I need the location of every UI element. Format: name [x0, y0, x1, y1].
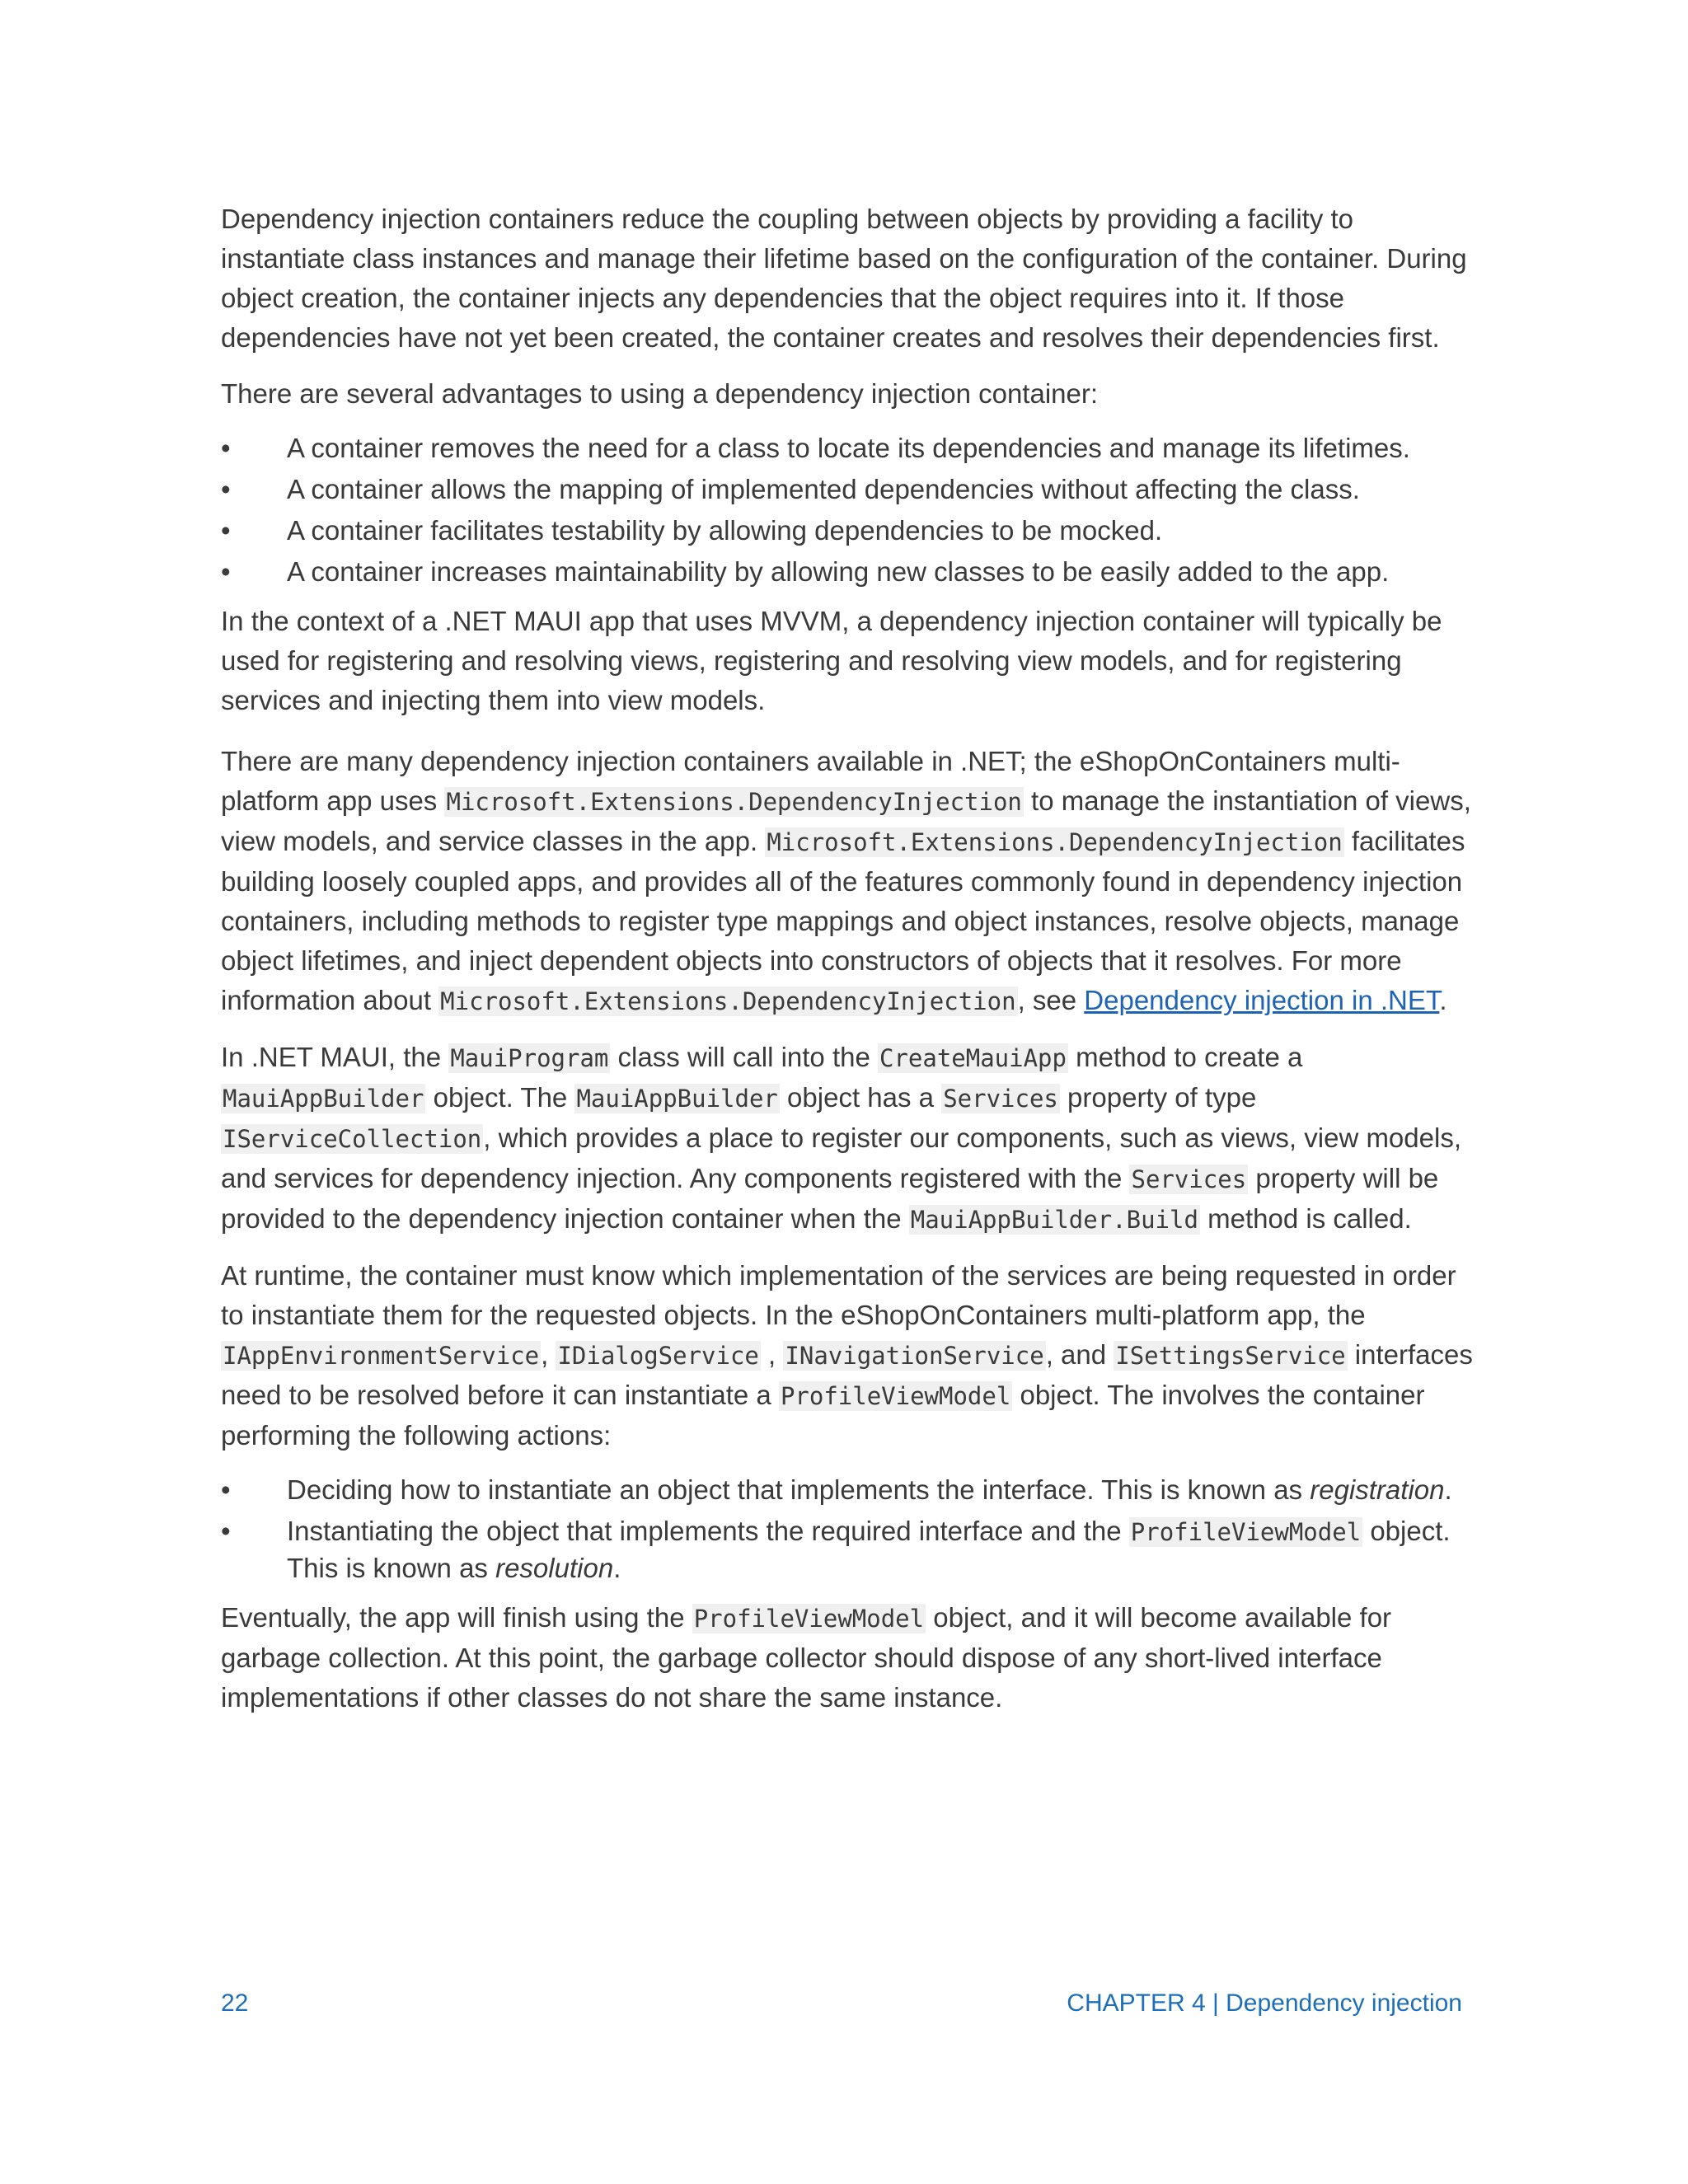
code-inline: INavigationService [785, 1342, 1044, 1370]
bullet-icon: • [221, 1516, 231, 1546]
list-item: • A container allows the mapping of implemented dependencies without affecting the class. [221, 471, 1474, 508]
paragraph-containers-available: There are many dependency injection containers available in .NET; the eShopOnContainers multi-platform app uses Microsoft.Extensions.DependencyInjection to manage the instantiation of views, view models, and service classes in the app. Microsoft.Extensions.DependencyInjection facilitates building loosely coupled apps, and provides all of the features commonly found in dependency injection containers, including methods to register type mappings and object instances, resolve objects, manage object lifetimes, and inject dependent objects into constructors of objects that it resolves. For more information about Microsoft.Extensions.DependencyInjection, see Dependency injection in .NET. [221, 746, 1471, 1015]
code-inline: IServiceCollection [223, 1125, 482, 1153]
bullet-icon: • [221, 474, 231, 504]
code-inline: ISettingsService [1115, 1342, 1346, 1370]
bullet-icon: • [221, 1474, 231, 1505]
list-item: • A container facilitates testability by allowing dependencies to be mocked. [221, 513, 1474, 549]
code-inline: MauiAppBuilder [576, 1085, 778, 1113]
paragraph-garbage-collection: Eventually, the app will finish using the ProfileViewModel object, and it will become available for garbage collection. At this point, the garbage collector should dispose of any short-lived interface implementations if other classes do not share the same instance. [221, 1602, 1392, 1713]
page-content [221, 199, 1474, 1734]
code-inline: Services [1131, 1165, 1247, 1193]
code-inline: CreateMauiApp [879, 1044, 1067, 1072]
paragraph-advantages-intro: There are several advantages to using a dependency injection container: [221, 378, 1099, 409]
paragraph-runtime: At runtime, the container must know which implementation of the services are being requested in order to instantiate them for the requested objects. In the eShopOnContainers multi-platform app, the IAppEnvironmentService, IDialogService , INavigationService, and ISettingsService interfaces need to be resolved before it can instantiate a ProfileViewModel object. The involves the container performing the following actions: [221, 1260, 1473, 1451]
code-inline: IAppEnvironmentService [223, 1342, 540, 1370]
code-inline: Services [943, 1085, 1058, 1113]
code-inline: Microsoft.Extensions.DependencyInjection [440, 987, 1016, 1015]
advantages-list [221, 430, 1474, 590]
code-inline: MauiAppBuilder.Build [910, 1206, 1198, 1234]
bullet-icon: • [221, 556, 231, 587]
code-inline: IDialogService [557, 1342, 759, 1370]
paragraph-intro: Dependency injection containers reduce the coupling between objects by providing a facility to instantiate class instances and manage their lifetime based on the configuration of the container. During object creation, the container injects any dependencies that the object requires into it. If those dependencies have not yet been created, the container creates and resolves their dependencies first. [221, 204, 1467, 353]
paragraph-mvvm-context: In the context of a .NET MAUI app that uses MVVM, a dependency injection container will typically be used for registering and resolving views, registering and resolving view models, and for registering services and injecting them into view models. [221, 606, 1442, 715]
list-item: • Instantiating the object that implements the required interface and the ProfileViewModel object. This is known as resolution. [221, 1513, 1474, 1586]
page-number: 22 [221, 1990, 249, 2017]
code-inline: Microsoft.Extensions.DependencyInjection [767, 828, 1343, 856]
code-inline: Microsoft.Extensions.DependencyInjection [446, 788, 1022, 816]
bullet-icon: • [221, 433, 231, 463]
code-inline: ProfileViewModel [780, 1382, 1011, 1410]
code-inline: MauiProgram [450, 1044, 609, 1072]
paragraph-maui-program: In .NET MAUI, the MauiProgram class will call into the CreateMauiApp method to create a MauiAppBuilder object. The MauiAppBuilder object has a Services property of type IServiceCollection, which provides a place to register our components, such as views, view models, and services for dependency injection. Any components registered with the Services property will be provided to the dependency injection container when the MauiAppBuilder.Build method is called. [221, 1042, 1461, 1234]
code-inline: ProfileViewModel [693, 1605, 925, 1633]
list-item: • Deciding how to instantiate an object that implements the interface. This is known as registration. [221, 1472, 1474, 1508]
list-item: • A container increases maintainability by allowing new classes to be easily added to the app. [221, 554, 1474, 590]
actions-list [221, 1472, 1474, 1586]
list-item: • A container removes the need for a class to locate its dependencies and manage its lifetimes. [221, 430, 1474, 466]
page-footer [221, 1990, 1462, 2018]
dependency-injection-link[interactable]: Dependency injection in .NET [1084, 985, 1440, 1015]
code-inline: MauiAppBuilder [223, 1085, 424, 1113]
chapter-title: CHAPTER 4 | Dependency injection [1067, 1990, 1462, 2017]
bullet-icon: • [221, 515, 231, 546]
code-inline: ProfileViewModel [1130, 1518, 1362, 1546]
